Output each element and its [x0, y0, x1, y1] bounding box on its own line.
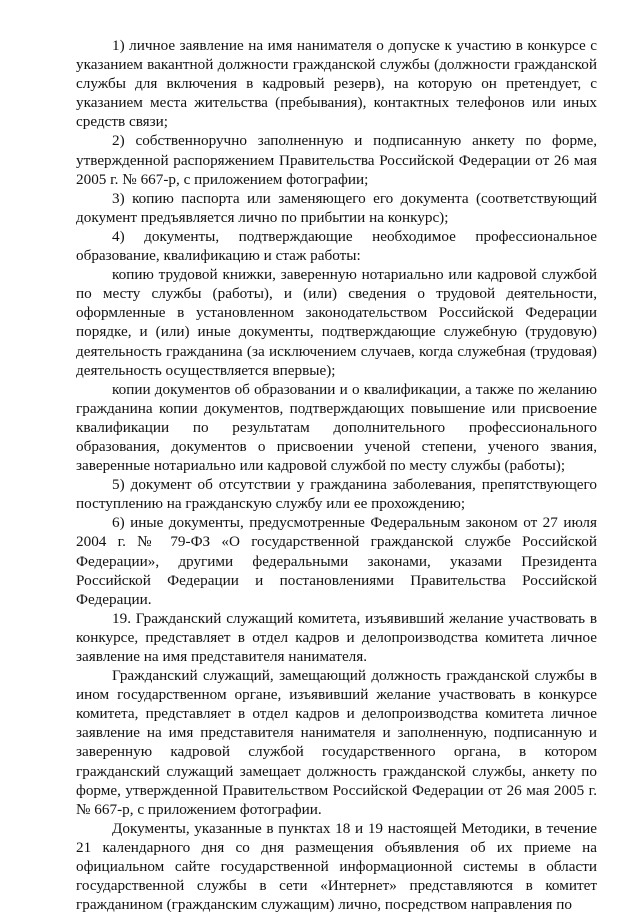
item-2-questionnaire: 2) собственноручно заполненную и подписанную анкету по форме, утвержденной распоряжением Правительства Российской Федерации от 26 мая 2005 г. № 667-р, с приложением фотографии;	[76, 132, 597, 188]
item-1-application: 1) личное заявление на имя нанимателя о допуске к участию в конкурсе с указанием вакантной должности гражданской службы (должности гражданской службы для включения в кадровый резерв), на которую он претендует, с указанием места жительства (пребывания), контактных телефонов или иных средств связи;	[76, 37, 597, 131]
item-4-education-documents: 4) документы, подтверждающие необходимое профессиональное образование, квалификацию и стаж работы:	[76, 227, 597, 265]
other-agency-servant-paragraph: Гражданский служащий, замещающий должность гражданской службы в ином государственном органе, изъявивший желание участвовать в конкурсе комитета, представляет в отдел кадров и делопроизводства комитета личное заявление на имя представителя нанимателя и заполненную, подписанную и заверенную кадровой службой государственного органа, в котором гражданский служащий замещает должность гражданской службы, анкету по форме, утвержденной Правительством Российской Федерации от 26 мая 2005 г. № 667-р, с приложением фотографии.	[76, 667, 597, 818]
submission-deadline-paragraph: Документы, указанные в пунктах 18 и 19 настоящей Методики, в течение 21 календарного дня со дня размещения объявления об их приеме на официальном сайте государственной информационной системы в области государственной службы в сети «Интернет» представляются в комитет гражданином (гражданским служащим) лично, посредством направления по	[76, 819, 597, 914]
employment-record-paragraph: копию трудовой книжки, заверенную нотариально или кадровой службой по месту службы (работы), и (или) сведения о трудовой деятельности, оформленные в установленном законодательством Российской Федерации порядке, и (или) иные документы, подтверждающие служебную (трудовую) деятельность гражданина (за исключением случаев, когда служебная (трудовая) деятельность осуществляется впервые);	[76, 266, 597, 379]
item-5-health-document: 5) документ об отсутствии у гражданина заболевания, препятствующего поступлению на гражданскую службу или ее прохождению;	[76, 476, 597, 513]
item-3-passport: 3) копию паспорта или заменяющего его документа (соответствующий документ предъявляется лично по прибытии на конкурс);	[76, 189, 597, 226]
item-6-other-documents: 6) иные документы, предусмотренные Федеральным законом от 27 июля 2004 г. № 79-ФЗ «О государственной гражданской службе Российской Федерации», другими федеральными законами, указами Президента Российской Федерации и постановлениями Правительства Российской Федерации.	[76, 514, 597, 608]
clause-19-paragraph: 19. Гражданский служащий комитета, изъявивший желание участвовать в конкурсе, представляет в отдел кадров и делопроизводства комитета личное заявление на имя представителя нанимателя.	[76, 609, 597, 665]
education-copies-paragraph: копии документов об образовании и о квалификации, а также по желанию гражданина копии документов, подтверждающих повышение или присвоение квалификации по результатам дополнительного профессионального образования, документов о присвоении ученой степени, ученого звания, заверенные нотариально или кадровой службой по месту службы (работы);	[76, 380, 597, 475]
